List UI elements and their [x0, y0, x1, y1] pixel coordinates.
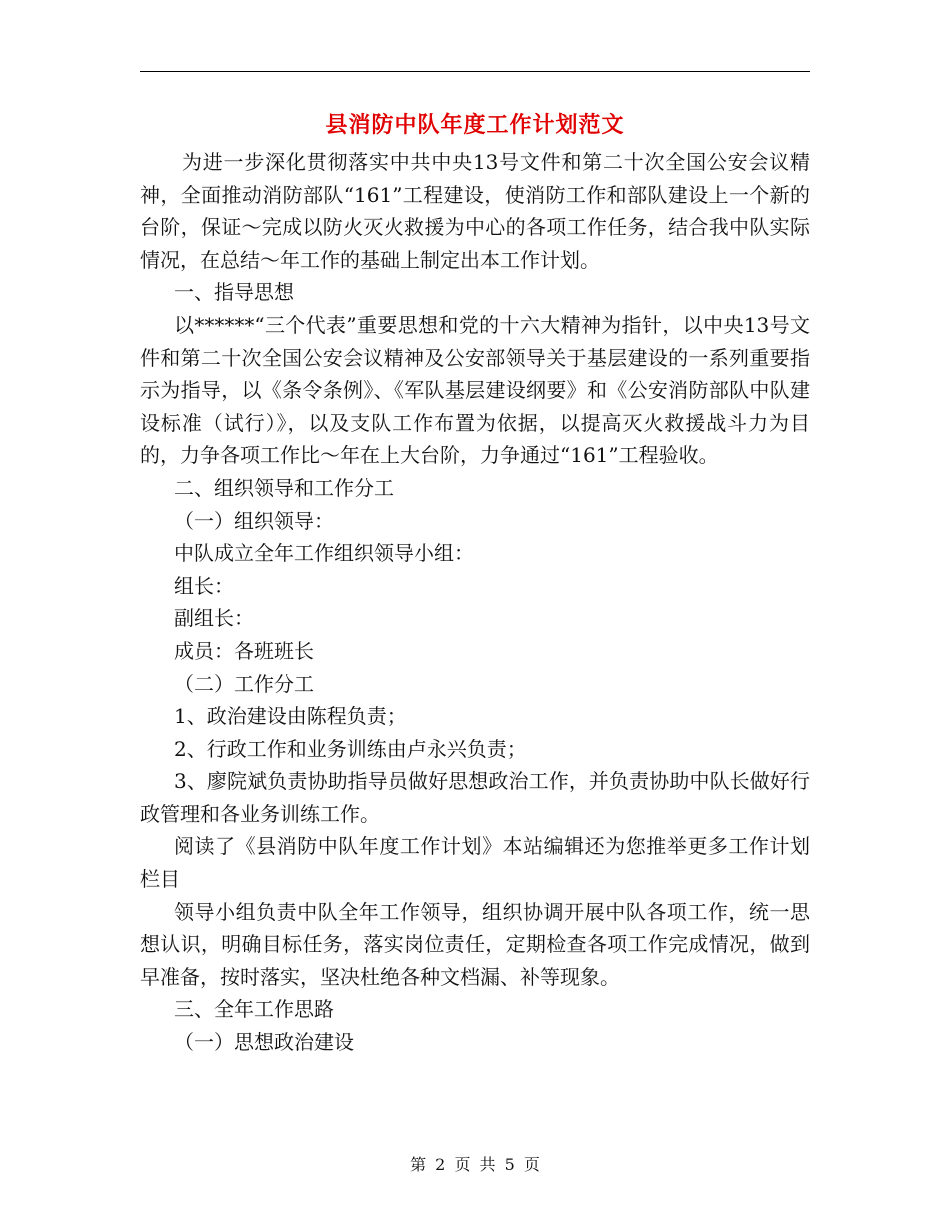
paragraph: 副组长： [174, 606, 254, 631]
paragraph: 阅读了《县消防中队年度工作计划》本站编辑还为您推举更多工作计划栏目 [140, 834, 810, 892]
paragraph: 以******“三个代表”重要思想和党的十六大精神为指针，以中央13号文件和第二十次全国公安会议精神及公安部领导关于基层建设的一系列重要指示为指导，以《条令条例》、《军队基层建设纲要》和《公安消防部队中队建设标准（试行）》，以及支队工作布置为依据，以提高灭火救援战斗力为目的，力争各项工作比～年在上大台阶，力争通过“161”工程验收。 [140, 312, 810, 468]
header-rule [140, 71, 810, 72]
list-item: 2、行政工作和业务训练由卢永兴负责； [174, 736, 527, 761]
section-heading: 二、组织领导和工作分工 [174, 475, 394, 500]
list-item: 1、政治建设由陈程负责； [174, 704, 407, 729]
section-heading: 三、全年工作思路 [174, 997, 334, 1022]
document-body [140, 146, 810, 1059]
list-item: 3、廖院斌负责协助指导员做好思想政治工作，并负责协助中队长做好行政管理和各业务训练工作。 [140, 769, 810, 826]
paragraph: 组长： [174, 573, 234, 598]
document-title: 县消防中队年度工作计划范文 [325, 113, 625, 138]
paragraph: 为进一步深化贯彻落实中共中央13号文件和第二十次全国公安会议精神，全面推动消防部队“161”工程建设，使消防工作和部队建设上一个新的台阶，保证～完成以防火灭火救援为中心的各项工作任务，结合我中队实际情况，在总结～年工作的基础上制定出本工作计划。 [140, 150, 810, 272]
paragraph: 领导小组负责中队全年工作领导，组织协调开展中队各项工作，统一思想认识，明确目标任务，落实岗位责任，定期检查各项工作完成情况，做到早准备，按时落实，坚决杜绝各种文档漏、补等现象。 [140, 899, 810, 989]
subsection-heading: （一）思想政治建设 [174, 1030, 354, 1055]
page-footer: 第 2 页 共 5 页 [410, 1155, 540, 1174]
subsection-heading: （二）工作分工 [174, 671, 314, 696]
paragraph: 中队成立全年工作组织领导小组： [174, 541, 474, 566]
section-heading: 一、指导思想 [174, 280, 294, 305]
paragraph: 成员：各班班长 [174, 638, 314, 663]
subsection-heading: （一）组织领导： [174, 508, 334, 533]
